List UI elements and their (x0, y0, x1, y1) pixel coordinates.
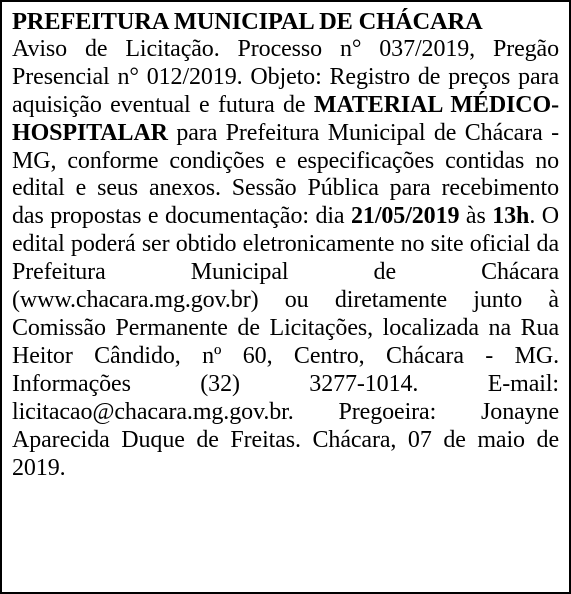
notice-intro: Aviso de Licitação. Processo n° 037/2019, Pregão Presencial n° 012/2019. Objeto: Registro de preços para aquisição eventual e futura de (12, 35, 559, 118)
notice-body (12, 36, 559, 483)
session-date-join: às (459, 203, 493, 230)
notice-object-details: para Prefeitura Municipal de Chácara - MG, conforme condições e especificações contidas no edital e seus anexos. Sessão Pública para recebimento das propostas e documentação: dia (12, 119, 559, 230)
session-time: 13h (492, 203, 530, 230)
notice-title: PREFEITURA MUNICIPAL DE CHÁCARA (12, 8, 483, 35)
session-date: 21/05/2019 (351, 203, 460, 230)
notice-closing: . O edital poderá ser obtido eletronicamente no site oficial da Prefeitura Municipal de Chácara (www.chacara.mg.gov.br) ou diretamente junto à Comissão Permanente de Licitações, localizada na Rua Heitor Cândido, nº 60, Centro, Chácara - MG. Informações (32) 3277-1014. E-mail: licitacao@chacara.mg.gov.br. Pregoeira: Jonayne Aparecida Duque de Freitas. Chácara, 07 de maio de 2019. (12, 203, 559, 481)
notice-object: MATERIAL MÉDICO-HOSPITALAR (12, 91, 559, 146)
